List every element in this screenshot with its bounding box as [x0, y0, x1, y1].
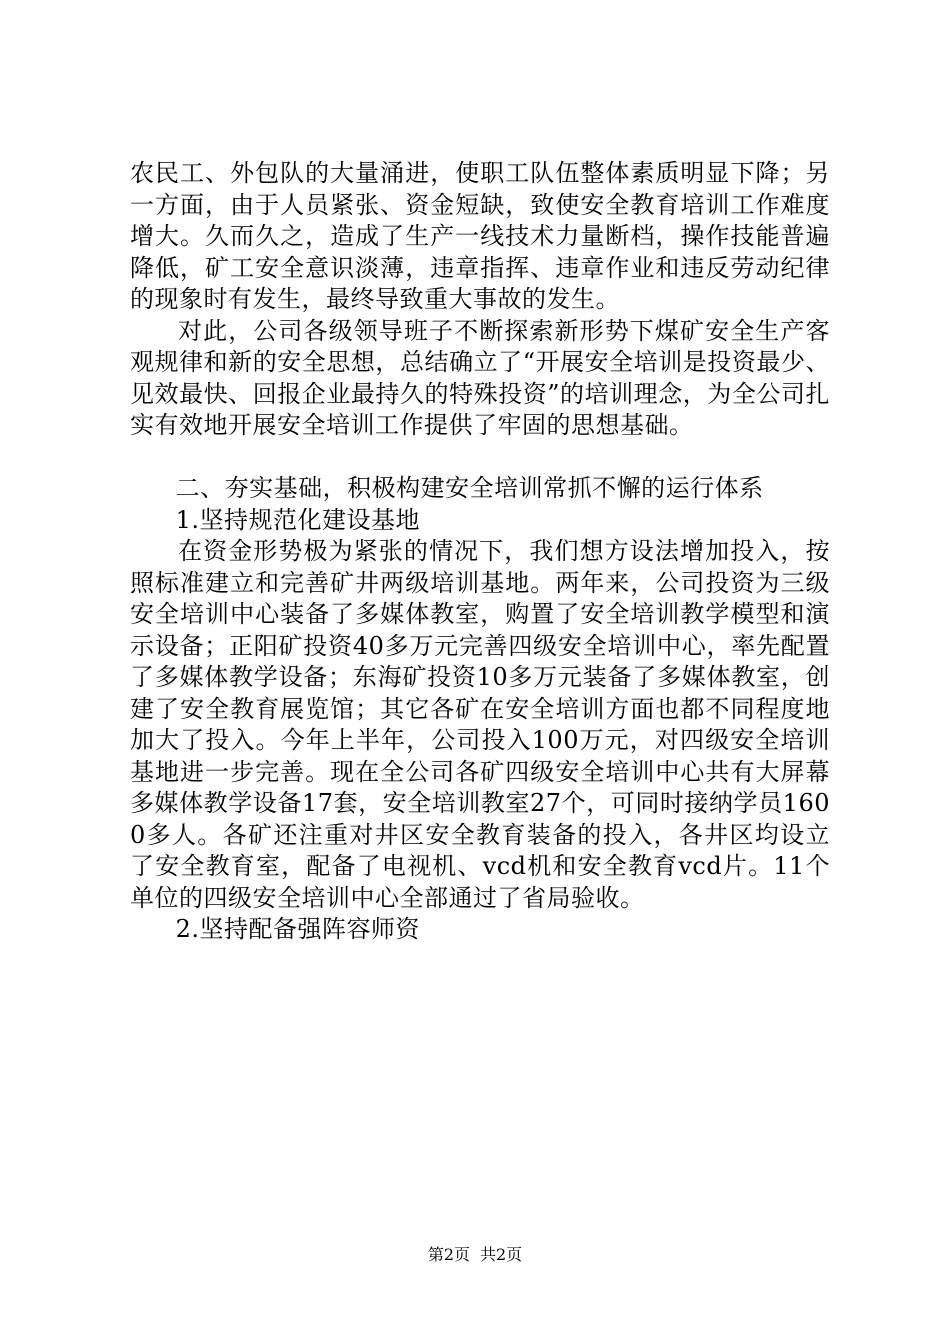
- subsection-heading-2: 2.坚持配备强阵容师资: [175, 915, 420, 943]
- document-body: [130, 158, 830, 946]
- page-number: 第2页: [427, 1245, 470, 1264]
- paragraph-gap: [130, 442, 830, 474]
- paragraph-1: 农民工、外包队的大量涌进，使职工队伍整体素质明显下降；另一方面，由于人员紧张、资金短缺，致使安全教育培训工作难度增大。久而久之，造成了生产一线技术力量断档，操作技能普遍降低，矿工安全意识淡薄，违章指挥、违章作业和违反劳动纪律的现象时有发生，最终导致重大事故的发生。: [130, 159, 830, 313]
- subsection-heading-1: 1.坚持规范化建设基地: [175, 505, 420, 534]
- paragraph-2: 对此，公司各级领导班子不断探索新形势下煤矿安全生产客观规律和新的安全思想，总结确立了“开展安全培训是投资最少、见效最快、回报企业最持久的特殊投资”的培训理念，为全公司扎实有效地开展安全培训工作提供了牢固的思想基础。: [130, 316, 830, 439]
- section-heading-2: 二、夯实基础，积极构建安全培训常抓不懈的运行体系: [175, 474, 764, 502]
- paragraph-3: 在资金形势极为紧张的情况下，我们想方设法增加投入，按照标准建立和完善矿井两级培训基地。两年来，公司投资为三级安全培训中心装备了多媒体教室，购置了安全培训教学模型和演示设备；正阳矿投资40多万元完善四级安全培训中心，率先配置了多媒体教学设备；东海矿投资10多万元装备了多媒体教室，创建了安全教育展览馆；其它各矿在安全培训方面也都不同程度地加大了投入。今年上半年，公司投入100万元，对四级安全培训基地进一步完善。现在全公司各矿四级安全培训中心共有大屏幕多媒体教学设备17套，安全培训教室27个，可同时接纳学员1600多人。各矿还注重对井区安全教育装备的投入，各井区均设立了安全教育室，配备了电视机、vcd机和安全教育vcd片。11个单位的四级安全培训中心全部通过了省局验收。: [130, 537, 830, 912]
- page-footer: [0, 1245, 950, 1265]
- page-total: 共2页: [480, 1245, 523, 1264]
